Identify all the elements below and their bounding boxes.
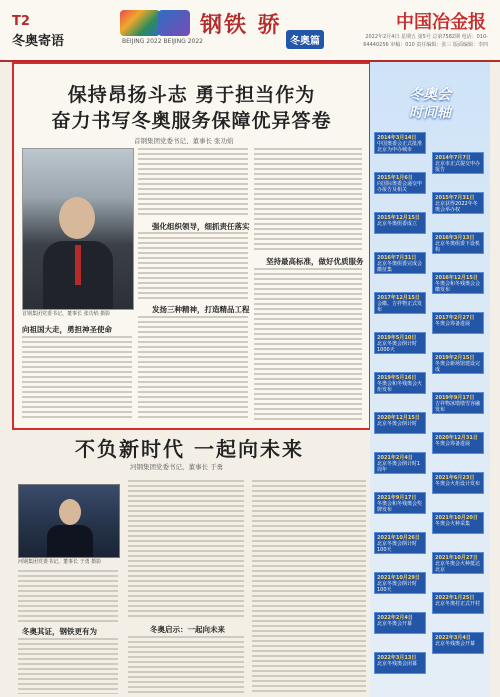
article-1-subhead-3: 坚持最高标准，做好优质服务 [266,257,364,266]
timeline-sidebar [370,62,490,697]
timeline-text: 会徽、吉祥物正式发布 [377,301,423,313]
timeline-item [374,532,426,554]
olympic-logo [120,10,160,36]
timeline-date: 2021年10月26日 [377,535,420,541]
timeline-item [374,372,426,394]
timeline-item [432,632,484,654]
timeline-date: 2015年7月31日 [435,195,475,201]
timeline-text: 北京冬奥组委下设机构 [435,241,481,253]
timeline-text: 北京冬奥会倒计时100天 [377,581,418,593]
timeline-text: 北京冬奥会倒计时1周年 [377,461,421,473]
timeline-text: 冬奥会和冬残奥会会徽发布 [435,281,481,293]
timeline-title-line1: 冬奥会 [409,87,451,103]
timeline-item [432,192,484,214]
timeline-item [374,412,426,434]
timeline-text: 冬奥会火炬设计发布 [435,481,481,487]
article-2-body-col1b [18,638,118,694]
timeline-item [432,272,484,294]
article-1-byline: 首钢集团党委书记、董事长 张功焰 [134,137,234,145]
timeline-item [374,292,426,314]
timeline-text: 北京冬奥会倒计时100天 [377,541,418,553]
section-name: 冬奥寄语 [12,34,65,49]
timeline-date: 2022年3月13日 [377,655,417,661]
portrait-face [59,197,95,239]
timeline-date: 2019年9月17日 [435,395,475,401]
timeline-item [432,392,484,414]
timeline-item [432,232,484,254]
article-1-subhead-4: 发扬三种精神，打造精品工程 [152,305,250,314]
timeline-date: 2022年3月4日 [435,635,471,641]
portrait-face-2 [59,499,81,525]
timeline-item [374,172,426,194]
timeline-date: 2016年7月31日 [377,255,417,261]
logo-caption: BEIJING 2022 BEIJING 2022 [122,38,203,45]
timeline-item [432,152,484,174]
timeline-date: 2021年10月20日 [435,515,478,521]
photo-caption: 首钢集团党委书记、董事长 张功焰 摄影 [22,311,111,317]
timeline-text: 北京冬奥会开幕 [377,621,413,627]
article-2-body-col2a [128,480,244,620]
article-2-subhead-1: 冬奥其证，钢铁更有为 [22,627,97,636]
timeline-date: 2017年12月15日 [377,295,420,301]
timeline-item [432,472,484,494]
timeline-date: 2019年5月16日 [377,375,417,381]
banner-tag: 冬奥篇 [286,30,324,49]
timeline-date: 2022年2月4日 [377,615,413,621]
timeline-date: 2019年5月10日 [377,335,417,341]
article-1-body-col2a [138,148,248,218]
timeline-item [374,332,426,354]
article-1-headline-line1: 保持昂扬斗志 勇于担当作为 [67,84,316,106]
timeline-date: 2014年7月7日 [435,155,471,161]
timeline-item [374,132,426,154]
timeline-date: 2021年2月4日 [377,455,413,461]
issue-meta: 2022年2月4日 星期五 第5号 总第7582期 电话：010-64440256 审稿：010 责任编辑：张三 版面编辑：李四 [363,34,488,48]
timeline-text: 北京冬奥村正式开村 [435,601,481,607]
timeline-item [374,652,426,674]
timeline-date: 2016年12月15日 [435,275,478,281]
timeline-date: 2015年1月6日 [377,175,413,181]
timeline-date: 2022年1月25日 [435,595,475,601]
timeline-text: 中国奥委会正式批准北京为申办城市 [377,141,423,153]
paralympic-logo [158,10,190,36]
timeline-item [432,352,484,374]
timeline-date: 2021年9月17日 [377,495,417,501]
article-2-subhead-2: 冬奥启示：一起向未来 [150,625,225,634]
article-2-body-col3 [252,480,366,694]
article-1-body-col3b [254,268,362,420]
article-2-byline: 河钢集团党委书记、董事长 于勇 [130,463,224,471]
timeline-date: 2021年6月23日 [435,475,475,481]
author-photo [22,148,134,310]
article-1-body-col2c [138,316,248,420]
banner-title: 钢铁 骄 [200,13,282,38]
article-1[interactable] [12,62,371,430]
article-2-body-col2b [128,636,244,694]
timeline-text: 冬奥会和冬残奥会奖牌发布 [377,501,423,513]
timeline-item [432,512,484,534]
timeline-text: 冬奥会火种采集 [435,521,471,527]
article-2-headline: 不负新时代 一起向未来 [75,437,304,461]
article-1-headline-line2: 奋力书写冬奥服务保障优异答卷 [51,110,332,132]
timeline-date: 2021年10月27日 [435,555,478,561]
author-photo-2 [18,484,120,558]
timeline-text: 北京冬残奥会开幕 [435,641,476,647]
article-1-body-col2b [138,232,248,302]
timeline-item [374,452,426,474]
timeline-date: 2019年2月15日 [435,355,475,361]
portrait-tie [75,245,81,285]
timeline-text: 冬奥会筹备进展 [435,441,471,447]
timeline-item [374,212,426,234]
timeline-text: 冬奥会筹备进展 [435,321,471,327]
timeline-item [432,432,484,454]
timeline-item [432,592,484,614]
timeline-date: 2016年3月13日 [435,235,475,241]
timeline-item [374,612,426,634]
portrait-suit-2 [47,525,93,557]
timeline-date: 2021年10月29日 [377,575,420,581]
timeline-text: 吉祥物冰墩墩雪容融发布 [435,401,481,413]
timeline-text: 北京获得2022年冬奥会举办权 [435,201,478,213]
photo-caption-2: 河钢集团党委书记、董事长 于勇 摄影 [18,559,102,565]
timeline-text: 北京市正式提交申办报告 [435,161,481,173]
timeline-date: 2017年2月27日 [435,315,475,321]
timeline-item [432,312,484,334]
article-1-subhead-1: 向祖国大走，勇担神圣使命 [22,325,112,334]
timeline-text: 北京冬残奥会闭幕 [377,661,418,667]
timeline-text: 向国际奥委会递交申办报告及相关 [377,181,423,193]
timeline-date: 2020年12月15日 [377,415,420,421]
page-header [0,0,500,62]
timeline-date: 2015年12月15日 [377,215,420,221]
timeline-text: 冬奥会和冬残奥会火炬发布 [377,381,423,393]
article-1-body-col1 [22,336,132,420]
timeline-title-line2: 时间轴 [409,105,451,121]
timeline-item [374,492,426,514]
article-1-subhead-2: 强化组织领导，细抓责任落实 [152,222,250,231]
timeline-item [374,252,426,274]
timeline-item [432,552,484,574]
timeline-date: 2014年3月14日 [377,135,417,141]
timeline-item [374,572,426,594]
article-2-body-col1a [18,570,118,622]
timeline-date: 2020年12月31日 [435,435,478,441]
timeline-text: 北京冬奥组委成立 [377,221,418,227]
timeline-text: 北京冬奥会火种抵达北京 [435,561,481,573]
timeline-text: 北京冬奥组委完成会徽征集 [377,261,423,273]
timeline-text: 北京冬奥会倒计时1000天 [377,341,418,353]
newspaper-brand: 中国冶金报 [396,12,486,33]
timeline-text: 北京冬奥会倒计时 [377,421,418,427]
page-number: T2 [12,14,30,29]
timeline-text: 冬奥会新场馆建设完成 [435,361,481,373]
article-1-body-col3a [254,148,362,252]
